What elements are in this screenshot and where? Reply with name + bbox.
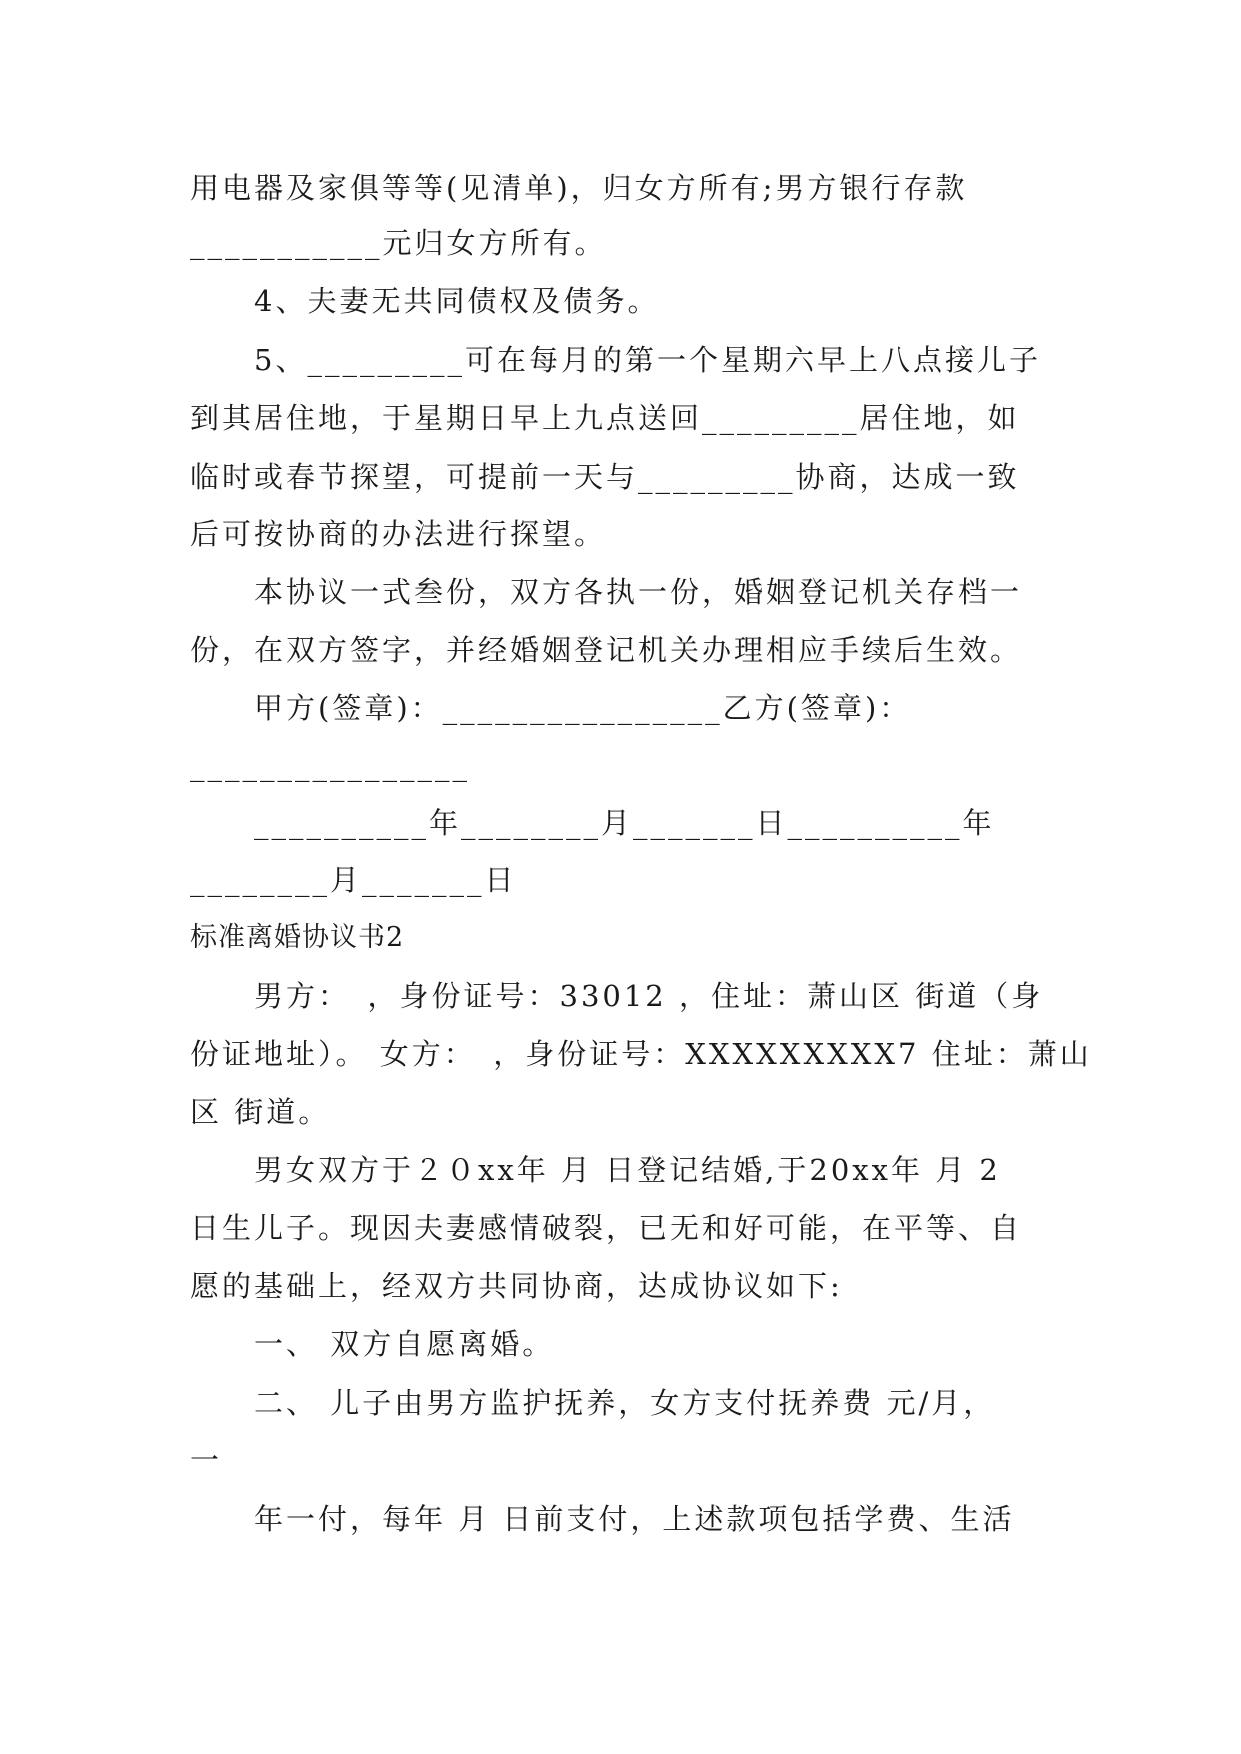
signature-blank: ________________: [190, 748, 470, 782]
text-line: 男女双方于２０xx年 月 日登记结婚,于20xx年 月 2: [190, 1153, 1001, 1187]
text-line: 后可按协商的办法进行探望。: [190, 517, 607, 551]
text-line: 男方： ，身份证号：33012 ，住址：萧山区 街道（身: [190, 979, 1044, 1013]
text-line: ___________元归女方所有。: [190, 226, 607, 260]
text-line: 区 街道。: [190, 1095, 331, 1129]
text-line: 二、 儿子由男方监护抚养，女方支付抚养费 元/月，: [190, 1386, 996, 1420]
text-line: 愿的基础上，经双方共同协商，达成协议如下:: [190, 1269, 843, 1303]
date-line: ________月_______日: [190, 863, 517, 897]
text-line: 5、_________可在每月的第一个星期六早上八点接儿子: [190, 343, 1041, 377]
text-line: 4、夫妻无共同债权及债务。: [190, 284, 660, 318]
text-line: 日生儿子。现因夫妻感情破裂，已无和好可能，在平等、自: [190, 1211, 1023, 1245]
text-line: 临时或春节探望，可提前一天与_________协商，达成一致: [190, 460, 1020, 494]
text-line: 到其居住地，于星期日早上九点送回_________居住地，如: [190, 401, 1020, 435]
text-line: 用电器及家俱等等(见清单)，归女方所有;男方银行存款: [190, 171, 968, 205]
signature-line: 甲方(签章)：________________乙方(签章)：: [190, 691, 912, 725]
text-line: 份证地址）。 女方： ，身份证号：XXXXXXXXX7 住址：萧山: [190, 1037, 1092, 1071]
text-line: 一: [190, 1443, 223, 1477]
section-title: 标准离婚协议书2: [190, 922, 405, 953]
text-line: 年一付，每年 月 日前支付，上述款项包括学费、生活: [190, 1502, 1015, 1536]
text-line: 份，在双方签字，并经婚姻登记机关办理相应手续后生效。: [190, 633, 1023, 667]
text-line: 本协议一式叁份，双方各执一份，婚姻登记机关存档一: [190, 575, 1023, 609]
date-line: __________年________月_______日__________年: [190, 806, 995, 840]
text-line: 一、 双方自愿离婚。: [190, 1327, 555, 1361]
